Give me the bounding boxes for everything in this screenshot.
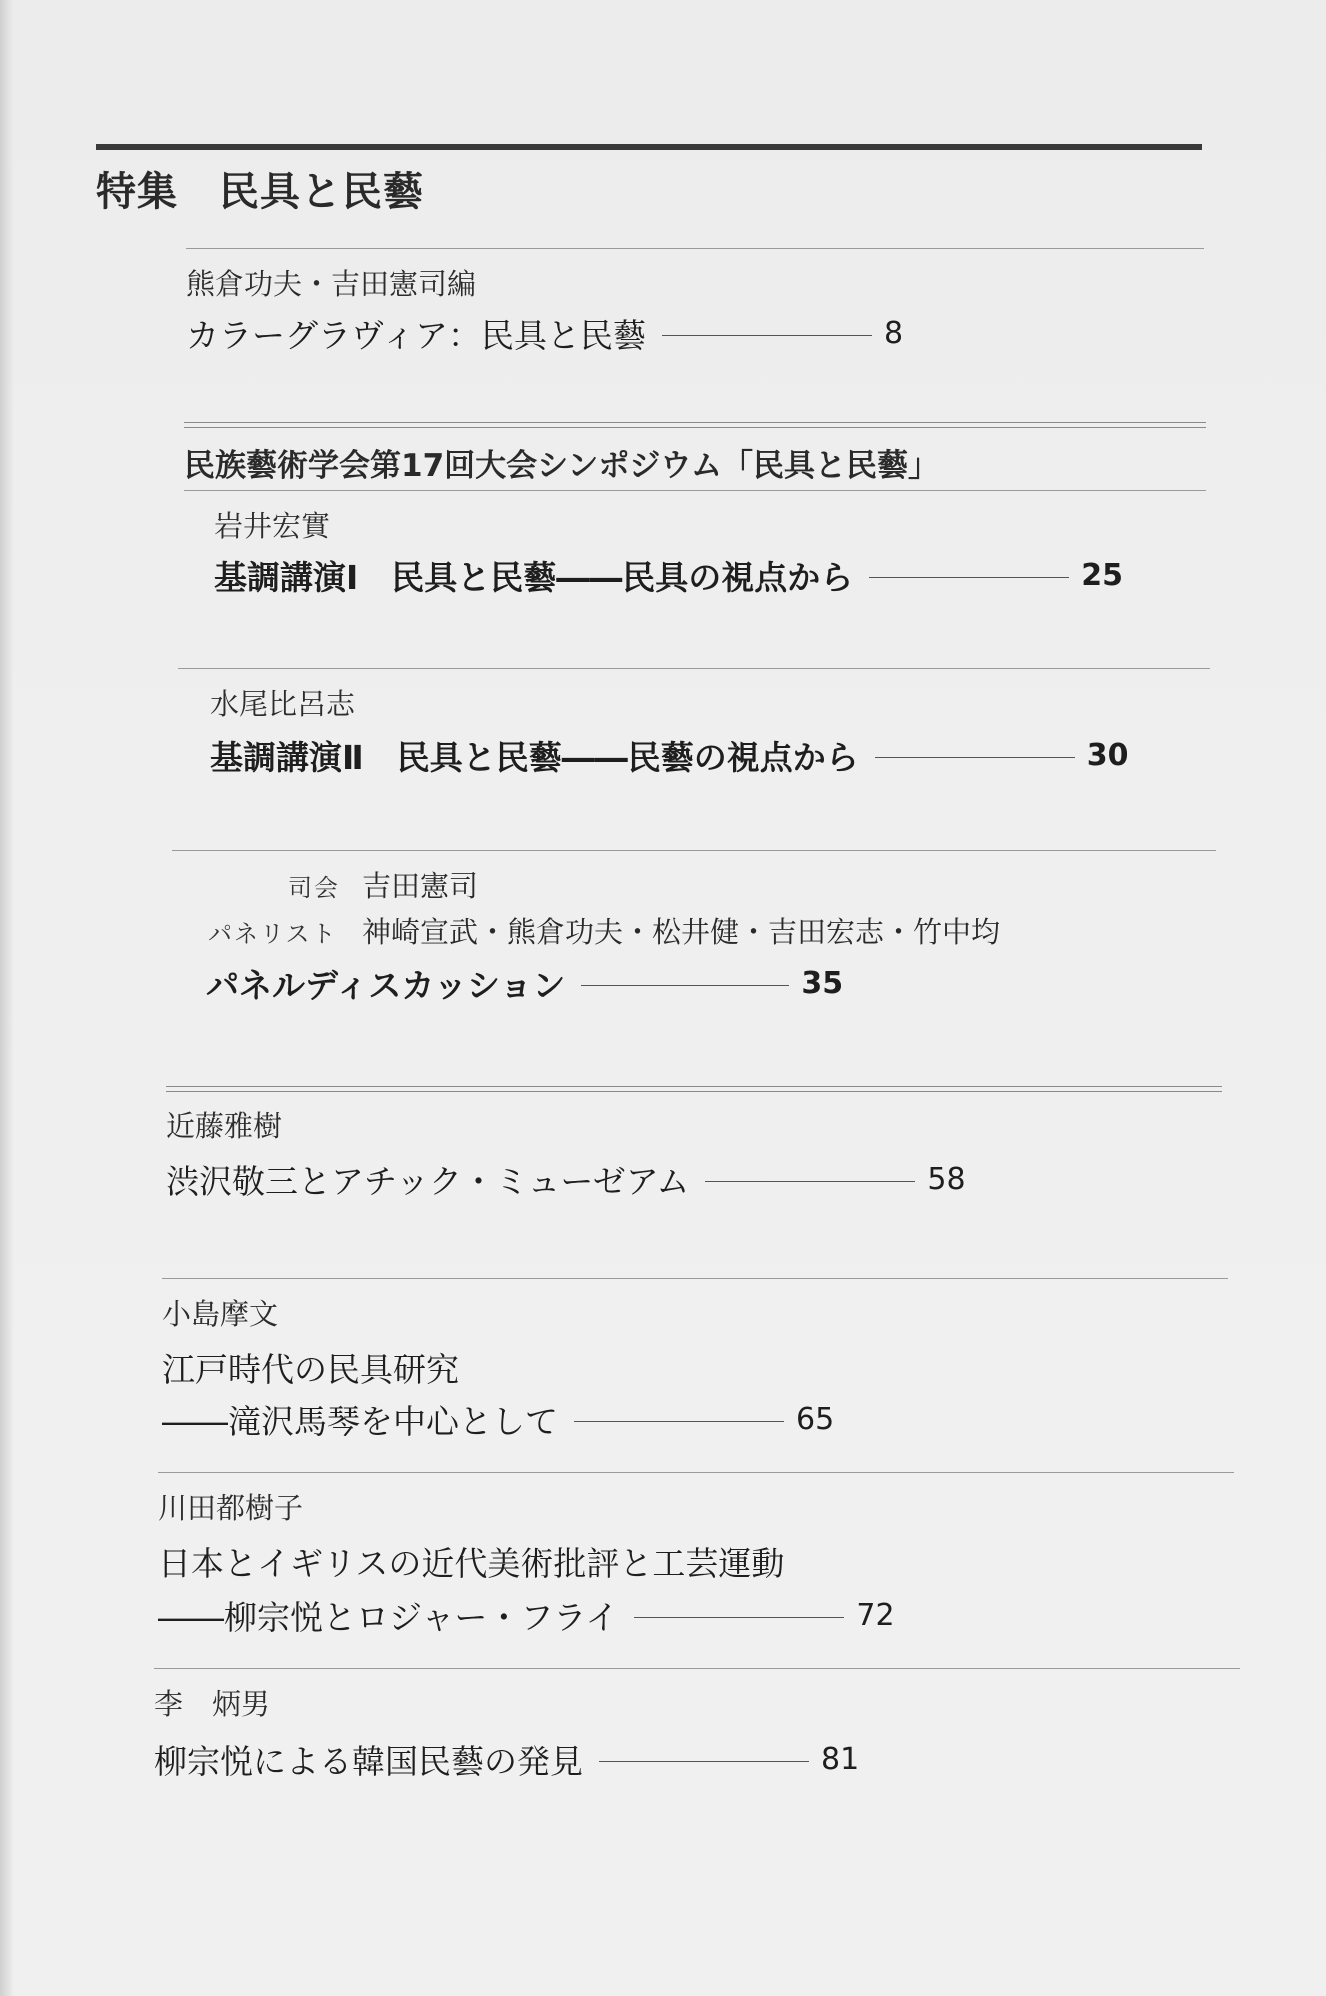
page-number: 58	[927, 1162, 966, 1197]
divider	[186, 248, 1204, 249]
dot-leader	[869, 577, 1069, 578]
entry-title-panel[interactable]	[206, 960, 843, 1007]
page-number: 35	[801, 966, 844, 1001]
entry-title: 渋沢敬三とアチック・ミューゼアム	[166, 1162, 690, 1201]
entry-title-keynote2[interactable]	[210, 732, 1129, 779]
page-number: 81	[821, 1742, 860, 1777]
page-number: 72	[856, 1598, 895, 1633]
panelists-label: パネリスト	[208, 920, 338, 948]
entry-title-color-gravure[interactable]	[186, 310, 903, 357]
dot-leader	[599, 1761, 809, 1762]
entry-title-keynote1[interactable]	[214, 552, 1123, 599]
dot-leader	[705, 1181, 915, 1182]
double-divider	[166, 1086, 1222, 1092]
entry-title: 基調講演Ⅰ 民具と民藝――民具の視点から	[214, 558, 854, 597]
double-divider	[184, 422, 1206, 428]
entry-author: 近藤雅樹	[166, 1109, 283, 1143]
entry-title-kawata[interactable]: 日本とイギリスの近代美術批評と工芸運動	[158, 1544, 785, 1583]
divider	[154, 1668, 1240, 1669]
divider	[178, 668, 1210, 669]
entry-author: 小島摩文	[162, 1297, 279, 1331]
divider	[158, 1472, 1234, 1473]
entry-title: 柳宗悦による韓国民藝の発見	[154, 1742, 583, 1781]
moderator-label: 司会	[288, 874, 340, 902]
page-number: 25	[1081, 558, 1124, 593]
divider	[162, 1278, 1228, 1279]
dot-leader	[875, 757, 1075, 758]
entry-author: 川田都樹子	[158, 1491, 304, 1525]
entry-subtitle: ――滝沢馬琴を中心として	[162, 1402, 558, 1441]
page-number: 65	[796, 1402, 835, 1437]
feature-title: 特集 民具と民藝	[96, 169, 424, 215]
moderator-name: 吉田憲司	[362, 869, 479, 903]
entry-title: 基調講演Ⅱ 民具と民藝――民藝の視点から	[210, 738, 859, 777]
entry-subtitle: ――柳宗悦とロジャー・フライ	[158, 1598, 619, 1637]
entry-author: 水尾比呂志	[210, 687, 356, 721]
entry-author: 岩井宏實	[214, 509, 331, 543]
entry-subtitle-kojima[interactable]	[162, 1396, 834, 1443]
top-rule	[96, 144, 1202, 150]
entry-author: 李 炳男	[154, 1687, 271, 1721]
divider	[184, 490, 1206, 491]
page-edge-shadow	[0, 0, 14, 1996]
page-number: 30	[1086, 738, 1129, 773]
dot-leader	[662, 335, 872, 336]
dot-leader	[581, 985, 789, 986]
divider	[172, 850, 1216, 851]
entry-title: カラーグラヴィア：民具と民藝	[186, 316, 647, 355]
entry-title-lee[interactable]	[154, 1736, 859, 1783]
symposium-heading: 民族藝術学会第17回大会シンポジウム「民具と民藝」	[184, 448, 940, 484]
entry-title: パネルディスカッション	[206, 966, 566, 1005]
dot-leader	[574, 1421, 784, 1422]
entry-subtitle-kawata[interactable]	[158, 1592, 895, 1639]
entry-title-kojima[interactable]: 江戸時代の民具研究	[162, 1350, 459, 1389]
panelists-names: 神崎宣武・熊倉功夫・松井健・吉田宏志・竹中均	[362, 915, 1001, 949]
entry-title-kondo[interactable]	[166, 1156, 966, 1203]
page-number: 8	[884, 316, 904, 351]
dot-leader	[634, 1617, 844, 1618]
entry-author: 熊倉功夫・吉田憲司編	[186, 267, 477, 301]
